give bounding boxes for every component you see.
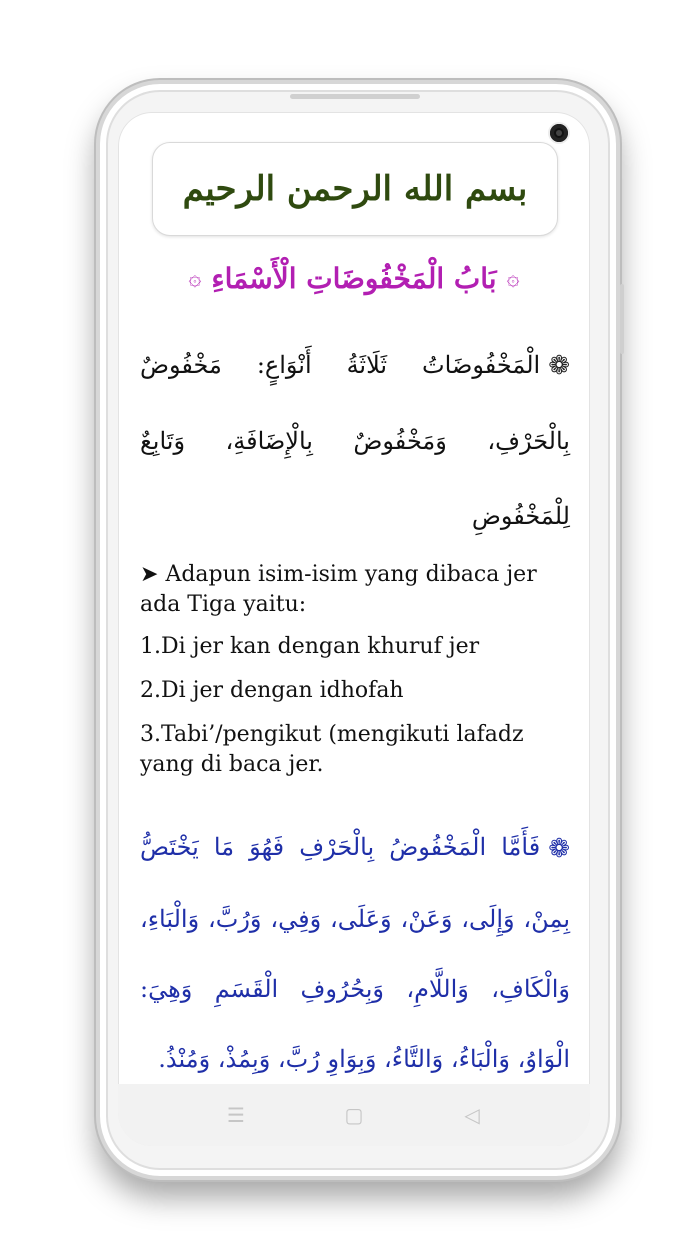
chapter-heading [118, 262, 590, 295]
system-nav-bar [118, 1084, 590, 1146]
explanation-intro-text: Adapun isim-isim yang dibaca jer ada Tiga yaitu: [140, 562, 537, 617]
chapter-title: بَابُ الْمَخْفُوضَاتِ الْأَسْمَاءِ [211, 262, 497, 295]
side-button [620, 284, 624, 354]
ornament-icon: ۞ [188, 265, 202, 291]
phone-frame [96, 80, 620, 1180]
arabic-detail-text: فَأَمَّا الْمَخْفُوضُ بِالْحَرْفِ فَهُوَ مَا يَخْتَصُّ بِمِنْ، وَإِلَى، وَعَنْ، وَعَلَى، وَفِي، وَرُبَّ، وَالْبَاءِ، وَالْكَافِ، وَاللَّامِ، وَبِحُرُوفِ الْقَسَمِ وَهِيَ: الْوَاوُ، وَالْبَاءُ، وَالتَّاءُ، وَبِوَاوِ رُبَّ، وَبِمُذْ، وَمُنْذُ. [140, 833, 570, 1073]
ornament-icon: ۞ [506, 265, 520, 291]
flower-icon: ❁ [548, 833, 570, 864]
basmala-text: بسم الله الرحمن الرحيم [182, 169, 528, 209]
home-icon[interactable]: ▢ [344, 1103, 364, 1127]
speaker-grille [290, 94, 420, 99]
explanation-item: 1.Di jer kan dengan khuruf jer [140, 634, 480, 659]
front-camera [550, 124, 568, 142]
menu-icon[interactable]: ☰ [227, 1103, 245, 1127]
arabic-intro-paragraph [140, 328, 570, 554]
arabic-intro-text: الْمَخْفُوضَاتُ ثَلَاثَةُ أَنْوَاعٍ: مَخْفُوضٌ بِالْحَرْفِ، وَمَخْفُوضٌ بِالْإِضَافَةِ، وَتَابِعٌ لِلْمَخْفُوضِ [140, 351, 570, 530]
explanation-block [140, 560, 570, 794]
explanation-item: 3.Tabi’/pengikut (mengikuti lafadz yang di baca jer. [140, 722, 524, 777]
basmala-card [152, 142, 558, 236]
arrow-icon: ➤ [140, 562, 159, 587]
back-icon[interactable]: ◁ [464, 1103, 480, 1127]
explanation-item: 2.Di jer dengan idhofah [140, 678, 404, 703]
explanation-intro [140, 560, 570, 620]
arabic-detail-paragraph [140, 812, 570, 1094]
flower-icon: ❁ [548, 351, 570, 381]
screen [118, 112, 590, 1146]
